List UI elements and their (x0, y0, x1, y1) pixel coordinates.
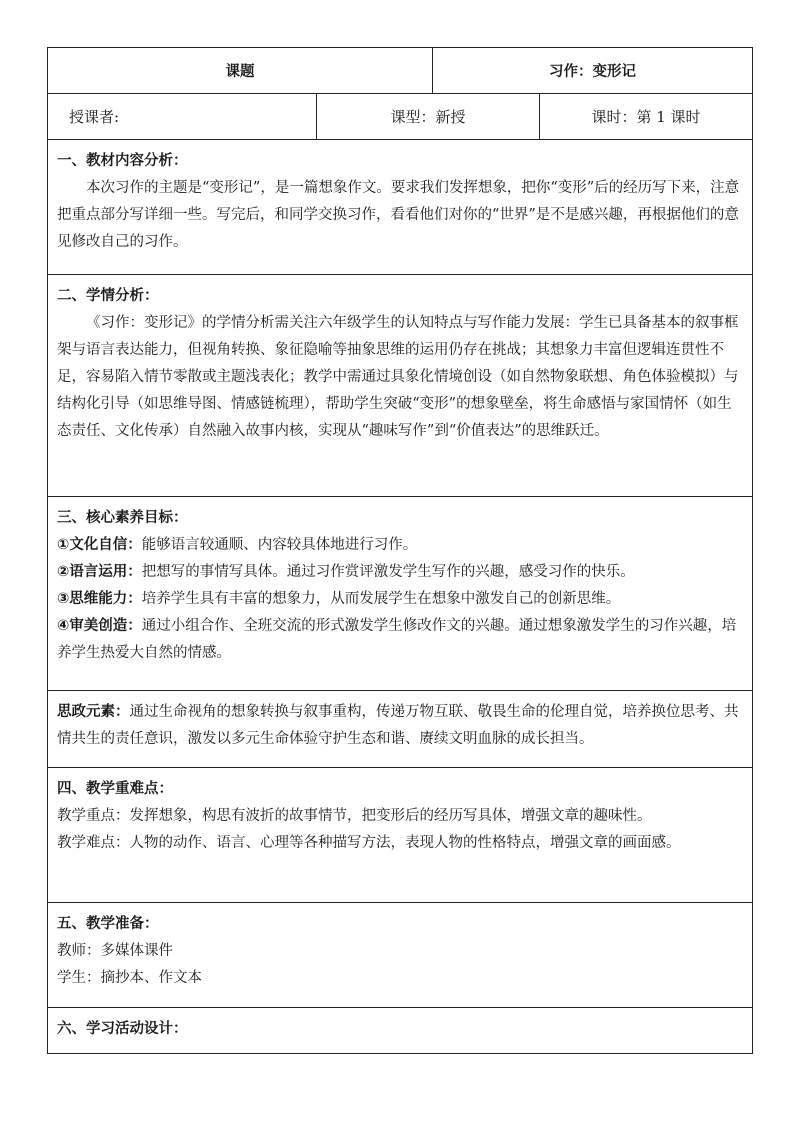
topic-value: 习作：变形记 (432, 48, 752, 93)
section-learners (47, 275, 753, 497)
lesson-type: 课型：新授 (316, 94, 539, 139)
goal-item (57, 586, 743, 613)
goal-text: 把想写的事情写具体。通过习作赏评激发学生写作的兴趣，感受习作的快乐。 (141, 564, 635, 580)
section-activities (47, 1008, 753, 1054)
section-title: 四、教学重难点： (57, 781, 173, 797)
section-title: 一、教材内容分析： (57, 153, 188, 169)
section-body: 本次习作的主题是“变形记”，是一篇想象作文。要求我们发挥想象，把你“变形”后的经历写下来，注意把重点部分写详细一些。写完后，和同学交换习作，看看他们对你的“世界”是不是感兴趣，再根据他们的意见修改自己的习作。 (57, 180, 740, 250)
section-preparation (47, 903, 753, 1008)
teacher-label: 授课者: (69, 108, 120, 126)
section-title: 六、学习活动设计： (57, 1021, 188, 1037)
goal-text: 通过小组合作、全班交流的形式激发学生修改作文的兴趣。通过想象激发学生的习作兴趣，培养学生热爱大自然的情感。 (57, 618, 737, 661)
key-difficulty: 教学难点：人物的动作、语言、心理等各种描写方法，表现人物的性格特点，增强文章的画面感。 (57, 835, 681, 851)
section-keypoints (47, 768, 753, 903)
goal-item (57, 559, 743, 586)
section-goals (47, 497, 753, 691)
section-textbook (47, 140, 753, 275)
goal-item (57, 613, 743, 667)
section-body: 《习作：变形记》的学情分析需关注六年级学生的认知特点与写作能力发展：学生已具备基本的叙事框架与语言表达能力，但视角转换、象征隐喻等抽象思维的运用仍存在挑战；其想象力丰富但逻辑连贯性不足，容易陷入情节零散或主题浅表化；教学中需通过具象化情境创设（如自然物象联想、角色体验模拟）与结构化引导（如思维导图、情感链梳理），帮助学生突破“变形”的想象壁垒，将生命感悟与家国情怀（如生态责任、文化传承）自然融入故事内核，实现从“趣味写作”到“价值表达”的思维跃迁。 (57, 315, 739, 439)
lesson-plan-table (47, 47, 753, 1054)
key-focus: 教学重点：发挥想象，构思有波折的故事情节，把变形后的经历写具体，增强文章的趣味性。 (57, 808, 652, 824)
goal-label: ④审美创造： (57, 618, 142, 634)
prep-student: 学生：摘抄本、作文本 (57, 970, 202, 986)
section-ideology (47, 691, 753, 768)
topic-row (47, 47, 753, 94)
lesson-hours: 课时：第 1 课时 (539, 94, 752, 139)
meta-row (47, 94, 753, 140)
goal-label: ②语言运用： (57, 564, 142, 580)
ideology-label: 思政元素： (57, 704, 130, 720)
goal-text: 培养学生具有丰富的想象力，从而发展学生在想象中激发自己的创新思维。 (141, 591, 621, 607)
goal-text: 能够语言较通顺、内容较具体地进行习作。 (141, 537, 418, 553)
ideology-text (57, 699, 743, 753)
topic-label: 课题 (225, 64, 255, 80)
prep-teacher: 教师：多媒体课件 (57, 943, 173, 959)
section-title: 二、学情分析： (57, 288, 159, 304)
section-title: 五、教学准备： (57, 916, 159, 932)
section-title: 三、核心素养目标： (57, 510, 188, 526)
goal-label: ③思维能力： (57, 591, 142, 607)
goal-item (57, 532, 743, 559)
ideology-body: 通过生命视角的想象转换与叙事重构，传递万物互联、敬畏生命的伦理自觉，培养换位思考、共情共生的责任意识，激发以多元生命体验守护生态和谐、赓续文明血脉的成长担当。 (57, 704, 739, 747)
goal-label: ①文化自信： (57, 537, 142, 553)
